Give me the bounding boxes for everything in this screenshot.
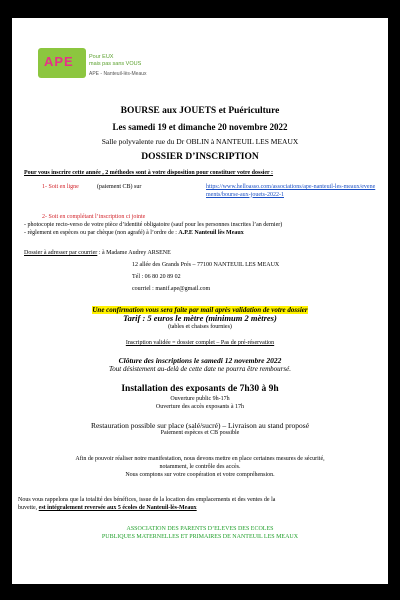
event-venue: Salle polyvalente rue du Dr OBLIN à NANTEUIL LES MEAUX xyxy=(101,137,299,146)
tarif-note: (tables et chaises fournies) xyxy=(168,324,232,330)
confirmation-notice: Une confirmation vous sera faite par mail après validation de votre dossier xyxy=(92,306,308,314)
benefits-line-2: buvette, est intégralement reversée aux 5 écoles de Nanteuil-lès-Meaux xyxy=(18,505,197,511)
intro-text: Pour vous inscrire cette année , 2 méthodes sont à votre disposition pour constituer votre dossier : xyxy=(24,170,274,176)
footer-line-1: ASSOCIATION DES PARENTS D’ELEVES DES ECOLES xyxy=(126,526,274,532)
document-page xyxy=(12,18,388,584)
install-title: Installation des exposants de 7h30 à 9h xyxy=(121,384,279,394)
method-2-line-1: - photocopie recto-verso de votre pièce d’identité obligatoire (sauf pour les personnes inscrites l’an dernier) xyxy=(24,222,283,228)
food-info: Restauration possible sur place (salé/sucré) – Livraison au stand proposé xyxy=(90,421,310,430)
event-dates: Les samedi 19 et dimanche 20 novembre 2022 xyxy=(112,122,288,132)
logo-tagline: Pour EUX mais pas sans VOUS xyxy=(89,54,142,67)
opening-exhibitors: Ouverture des accès exposants à 17h xyxy=(155,404,245,410)
method-2-label: 2- Soit en complétant l’inscription ci jointe xyxy=(42,214,146,220)
helloasso-link[interactable]: https://www.helloasso.com/associations/ape-nanteuil-les-meaux/evenements/bourse-aux-jouets-2022-1 xyxy=(206,184,376,198)
method-1-note: (paiement CB) sur xyxy=(97,184,142,190)
logo-caption: APE - Nanteuil-lès-Meaux xyxy=(89,71,147,77)
opening-public: Ouverture public 9h-17h xyxy=(170,396,230,402)
ape-logo xyxy=(38,48,86,78)
event-title: BOURSE aux JOUETS et Puériculture xyxy=(120,106,280,116)
closure-note: Tout désistement au-delà de cette date ne pourra être remboursé. xyxy=(109,365,291,373)
security-line-1: Afin de pouvoir réaliser notre manifestation, nous devons mettre en place certaines mesures de sécurité, xyxy=(75,456,325,462)
address-recipient: Dossier à adresser par courrier : à Madame Audrey ARSENE xyxy=(24,250,171,256)
security-line-3: Nous comptons sur votre coopération et votre compréhension. xyxy=(125,472,275,478)
closure-title: Clôture des inscriptions le samedi 12 novembre 2022 xyxy=(118,356,282,365)
footer-line-2: PUBLIQUES MATERNELLES ET PRIMAIRES DE NANTEUIL LES MEAUX xyxy=(101,534,299,540)
method-2-line-2: - règlement en espèces ou par chèque (non agrafé) à l’ordre de : A.P.E Nanteuil lès Meaux xyxy=(24,230,244,236)
payment-info: Paiement espèces et CB possible xyxy=(160,430,240,436)
tarif-price: Tarif : 5 euros le mètre (minimum 2 mètres) xyxy=(123,313,277,323)
address-email: courriel : manif.ape@gmail.com xyxy=(132,286,211,292)
doc-title: DOSSIER D’INSCRIPTION xyxy=(141,152,259,162)
validation-note: Inscription validée = dossier complet – Pas de pré-réservation xyxy=(125,340,275,346)
benefits-line-1: Nous vous rappelons que la totalité des bénéfices, issue de la location des emplacements et des ventes de la xyxy=(18,497,276,503)
address-street: 12 allée des Grands Prés – 77100 NANTEUIL LES MEAUX xyxy=(132,262,280,268)
security-line-2: notamment, le contrôle des accès. xyxy=(159,464,241,470)
address-phone: Tél : 06 80 20 89 02 xyxy=(132,274,181,280)
logo-text: APE xyxy=(44,54,74,69)
method-1-label: 1- Soit en ligne xyxy=(42,184,79,190)
